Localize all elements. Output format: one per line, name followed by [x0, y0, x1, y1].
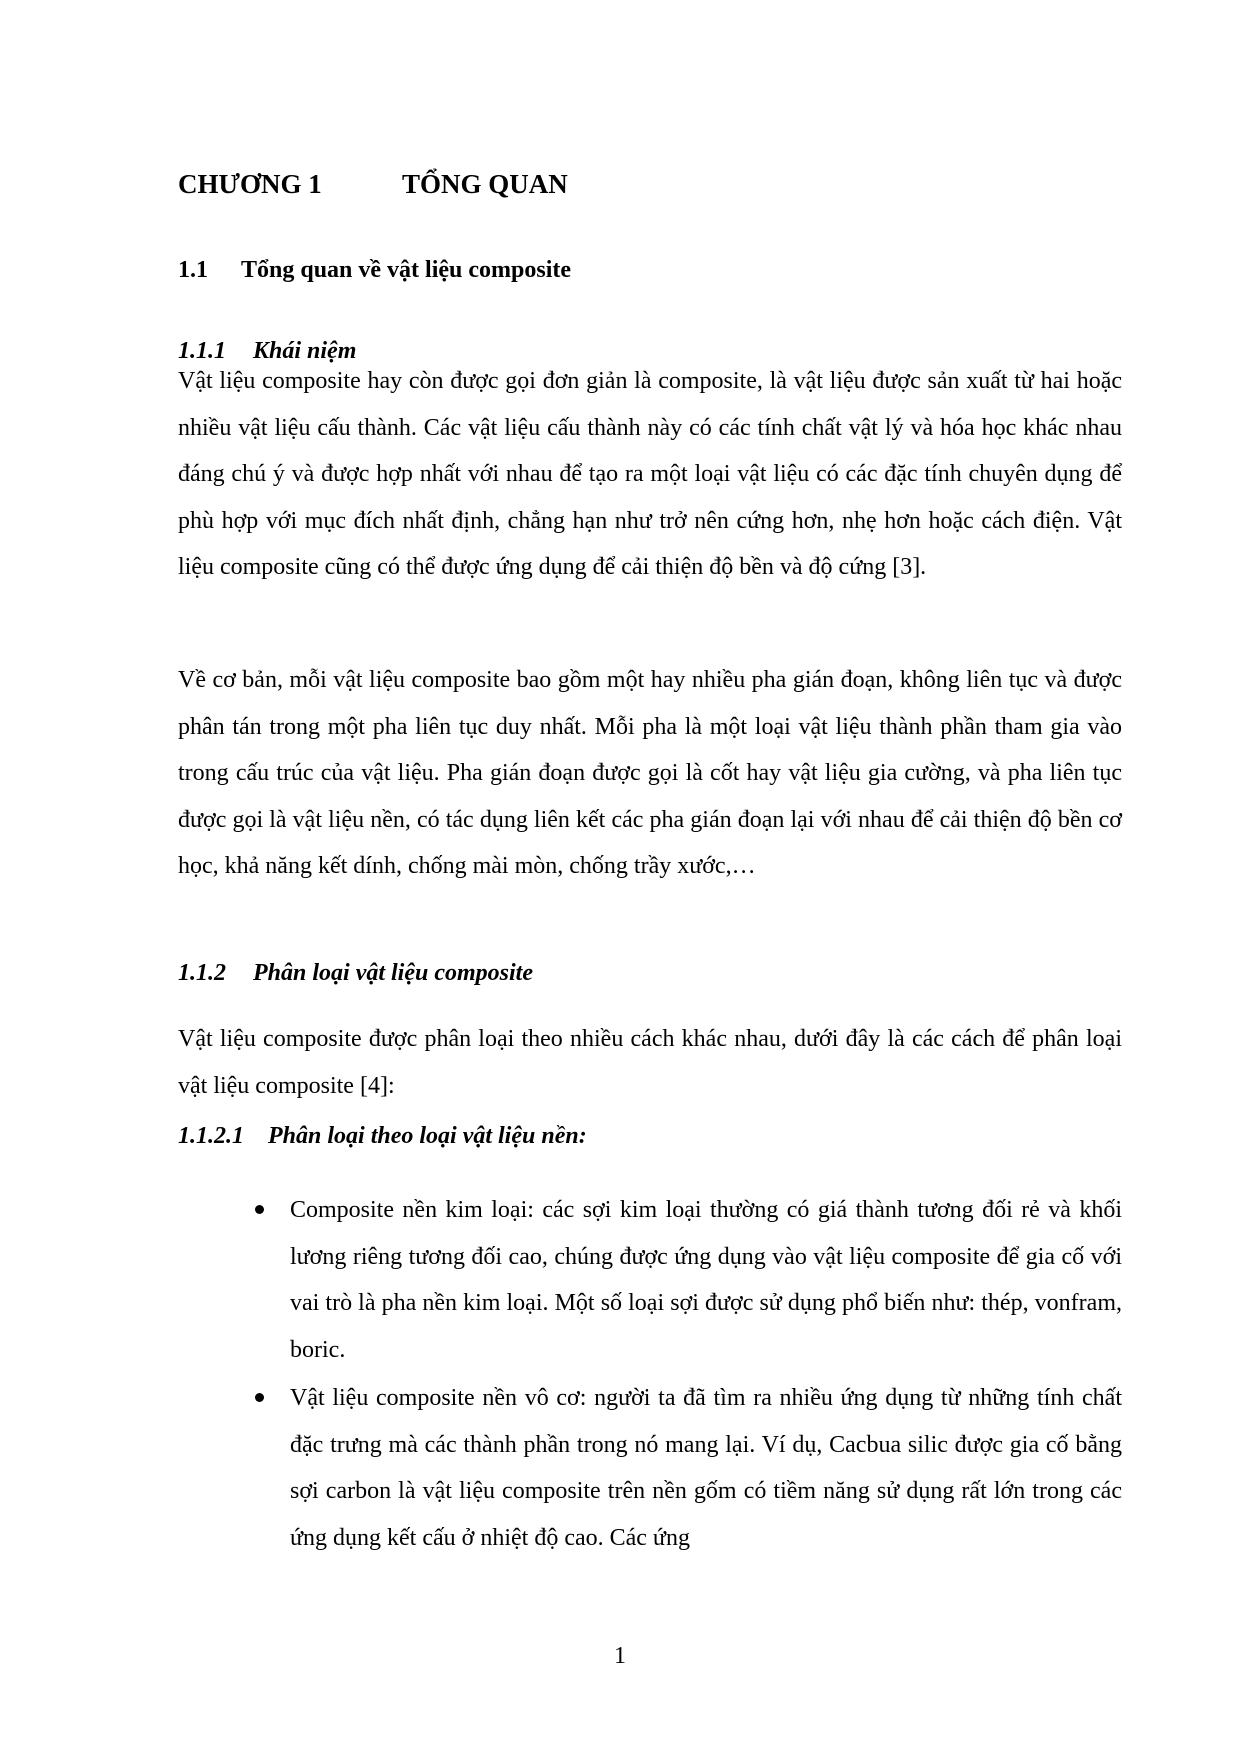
- chapter-heading: [178, 166, 568, 202]
- bullet-list: [290, 1187, 1122, 1563]
- paragraph-definition: Vật liệu composite hay còn được gọi đơn giản là composite, là vật liệu được sản xuất từ hai hoặc nhiều vật liệu cấu thành. Các vật liệu cấu thành này có các tính chất vật lý và hóa học khác nhau đáng chú ý và được hợp nhất với nhau để tạo ra một loại vật liệu có các đặc tính chuyên dụng để phù hợp với mục đích nhất định, chẳng hạn như trở nên cứng hơn, nhẹ hơn hoặc cách điện. Vật liệu composite cũng có thể được ứng dụng để cải thiện độ bền và độ cứng [3].: [178, 368, 1122, 580]
- section-title: Phân loại theo loại vật liệu nền:: [268, 1123, 587, 1149]
- page-number: 1: [614, 1643, 626, 1669]
- paragraph-phases: Về cơ bản, mỗi vật liệu composite bao gồm một hay nhiều pha gián đoạn, không liên tục và được phân tán trong một pha liên tục duy nhất. Mỗi pha là một loại vật liệu thành phần tham gia vào trong cấu trúc của vật liệu. Pha gián đoạn được gọi là cốt hay vật liệu gia cường, và pha liên tục được gọi là vật liệu nền, có tác dụng liên kết các pha gián đoạn lại với nhau để cải thiện độ bền cơ học, khả năng kết dính, chống mài mòn, chống trầy xước,…: [178, 667, 1122, 879]
- bullet-icon: [255, 1205, 264, 1214]
- chapter-title: TỔNG QUAN: [402, 169, 568, 199]
- list-item-text: Vật liệu composite nền vô cơ: người ta đã tìm ra nhiều ứng dụng từ những tính chất đặc trưng mà các thành phần trong nó mang lại. Ví dụ, Cacbua silic được gia cố bằng sợi carbon là vật liệu composite trên nền gốm có tiềm năng sử dụng rất lớn trong các ứng dụng kết cấu ở nhiệt độ cao. Các ứng: [290, 1385, 1122, 1551]
- section-heading-1-1-2: [178, 957, 533, 989]
- section-title: Phân loại vật liệu composite: [253, 960, 533, 986]
- section-number: 1.1.2: [178, 960, 226, 986]
- list-item: [290, 1187, 1122, 1373]
- section-title: Khái niệm: [253, 338, 357, 364]
- section-number: 1.1.2.1: [178, 1123, 244, 1149]
- section-number: 1.1: [178, 257, 208, 283]
- section-heading-1-1-2-1: [178, 1120, 587, 1152]
- paragraph-classification-intro: Vật liệu composite được phân loại theo nhiều cách khác nhau, dưới đây là các cách để phân loại vật liệu composite [4]:: [178, 1026, 1122, 1099]
- list-item: [290, 1375, 1122, 1561]
- chapter-number: CHƯƠNG 1: [178, 169, 322, 199]
- list-item-text: Composite nền kim loại: các sợi kim loại thường có giá thành tương đối rẻ và khối lương riêng tương đối cao, chúng được ứng dụng vào vật liệu composite để gia cố với vai trò là pha nền kim loại. Một số loại sợi được sử dụng phổ biến như: thép, vonfram, boric.: [290, 1197, 1122, 1363]
- section-number: 1.1.1: [178, 338, 226, 364]
- bullet-icon: [255, 1393, 264, 1402]
- section-title: Tổng quan về vật liệu composite: [241, 257, 572, 283]
- section-heading-1-1: [178, 254, 571, 286]
